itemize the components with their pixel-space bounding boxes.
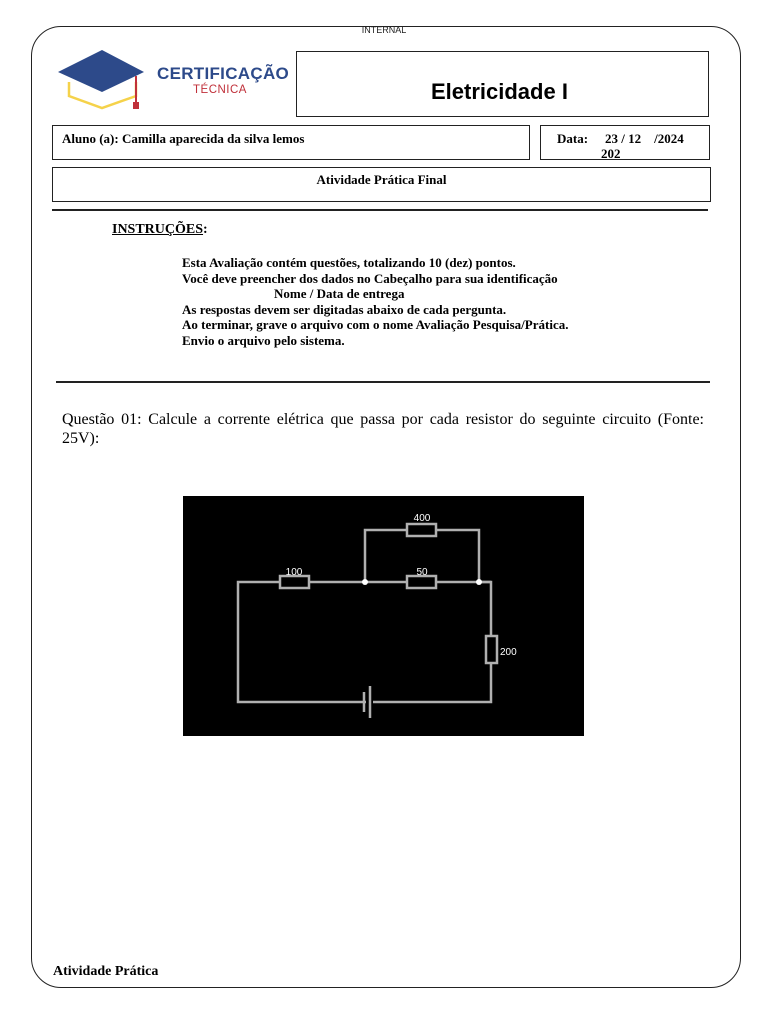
resistor-label-400: 400 [413, 513, 431, 524]
circuit-background [183, 496, 584, 736]
junction-node [362, 579, 368, 585]
circuit-diagram [183, 496, 584, 736]
instructions-heading-text: INSTRUÇÕES [112, 222, 204, 237]
student-name-label: Aluno (a): Camilla aparecida da silva lemos [62, 131, 305, 146]
instruction-item: As respostas devem ser digitadas abaixo de cada pergunta. [182, 301, 507, 317]
question-01-text: Questão 01: Calcule a corrente elétrica que passa por cada resistor do seguinte circuito (Fonte: 25V): [62, 411, 704, 447]
course-title: Eletricidade I [431, 79, 568, 104]
instructions-heading-colon: : [203, 222, 208, 237]
resistor-label-200: 200 [500, 647, 517, 658]
classification-banner: INTERNAL [361, 25, 407, 35]
logo-text-certificacao: CERTIFICAÇÃO [157, 64, 290, 83]
instructions-list [182, 255, 568, 348]
instructions-heading [112, 222, 208, 238]
instruction-item: Você deve preencher dos dados no Cabeçalho para sua identificação [182, 270, 558, 286]
logo-text-tecnica: TÉCNICA [193, 84, 247, 96]
activity-title-box [52, 167, 711, 202]
resistor-label-100: 100 [285, 567, 303, 578]
date-overflow-text: 202 [601, 146, 621, 160]
date-label: Data: [557, 131, 589, 146]
divider-top [52, 209, 708, 211]
instruction-item: Esta Avaliação contém questões, totalizando 10 (dez) pontos. [182, 255, 516, 270]
resistor-label-50: 50 [416, 567, 428, 578]
footer-label: Atividade Prática [53, 964, 159, 979]
date-value: 23 / 12 /2024 [605, 131, 684, 146]
student-name-field [52, 125, 530, 160]
divider-bottom [56, 381, 710, 383]
activity-title: Atividade Prática Final [316, 172, 447, 187]
course-title-box [296, 51, 709, 117]
date-field [540, 125, 710, 160]
junction-node [476, 579, 482, 585]
instruction-item: Ao terminar, grave o arquivo com o nome Avaliação Pesquisa/Prática. [182, 317, 569, 332]
instruction-item: Envio o arquivo pelo sistema. [182, 332, 345, 348]
instruction-item: Nome / Data de entrega [274, 286, 405, 301]
